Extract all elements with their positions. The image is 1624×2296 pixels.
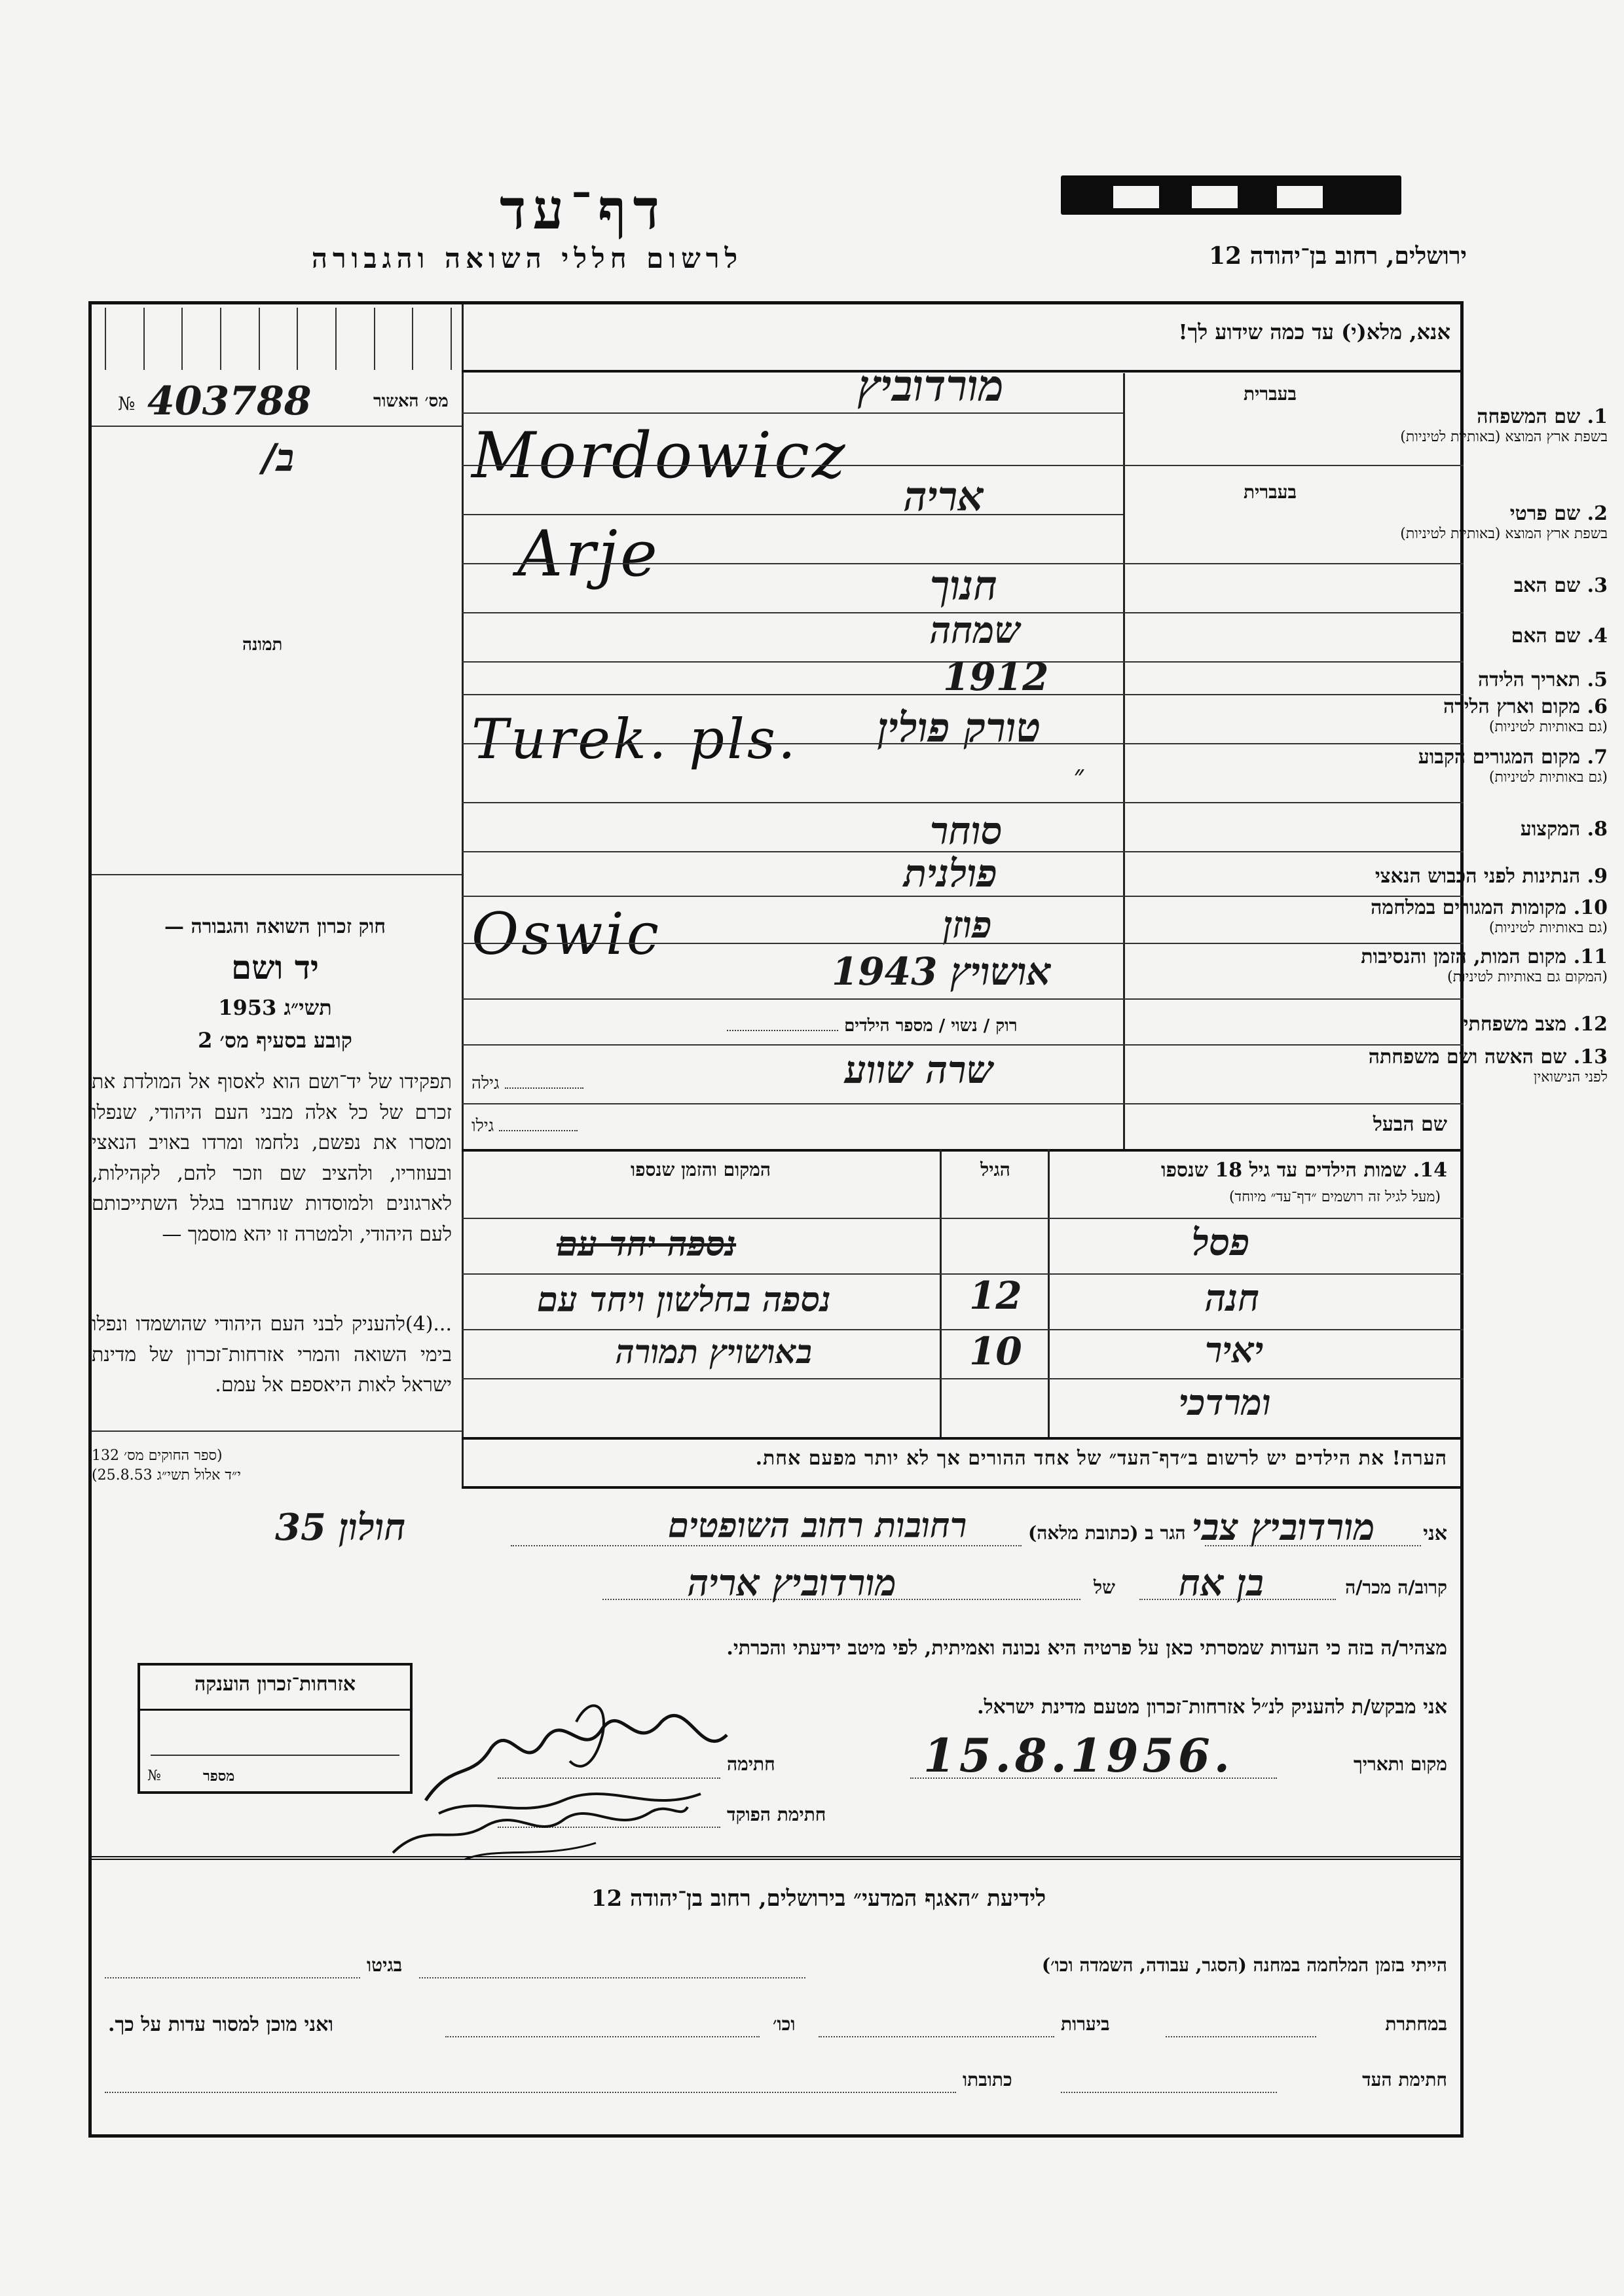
husband-label: שם הבעל [1373, 1113, 1447, 1136]
field-11-rule [462, 998, 1464, 1000]
marital-options: רוק / נשוי / מספר הילדים [727, 1016, 1018, 1036]
bottom-header: לידיעת ״האגף המדעי״ בירושלים, רחוב בן־יהודה 12 [591, 1886, 1046, 1912]
field-11-value: אושויץ 1943 [832, 949, 1052, 994]
field-10-label: 10. מקומות המגורים במלחמה (גם באותיות לטיניות) [1371, 896, 1608, 936]
field-1-value-hebrew: מורדוביץ [858, 360, 1005, 411]
decl-city: חולון 35 [275, 1506, 406, 1549]
bottom-line1-a: הייתי בזמן המלחמה במחנה (הסגר, עבודה, השמדה וכו׳) [1041, 1954, 1447, 1976]
award-box-number-label: מספר [203, 1768, 235, 1785]
bottom-line2-fill [1166, 2036, 1316, 2037]
field-10-value-latin: Oswic [471, 900, 662, 968]
law-body: תפקידו של יד־ושם הוא לאסוף אל המולדת את זכרם של כל אלה מבני העם היהודי, שנפלו ומסרו את נפשם, נלחמו ומרדו באויב הנאצי ובעוזריו, ולהציב שם וזכר להם, לקהילות, לארגונים ולמוסדות שנחרבו בגלל השתייכותם לעם היהודי, ולמטרה זו יהא מוסמך — [92, 1070, 452, 1246]
bottom-line1-fill2 [105, 1977, 360, 1978]
decl-signature-label: חתימה [727, 1753, 775, 1775]
bottom-line3-fill [1061, 2092, 1277, 2093]
header-address: ירושלים, רחוב בן־יהודה 12 [1208, 242, 1467, 270]
field-2-label: 2. שם פרטי בשפת ארץ המוצא (באותיות לטיניות) [1400, 502, 1608, 542]
law-clause: קובע בסעיף מס׳ 2 [198, 1028, 352, 1053]
children-subtitle: (מעל לגיל זה רושמים ״דף־עד״ מיוחד) [1228, 1189, 1441, 1205]
bottom-line2-c: וכו׳ [773, 2013, 796, 2035]
law-body-2: ...(4)להעניק לבני העם היהודי שהושמדו ונפלו בימי השואה והמרי אזרחות־זכרון של מדינת ישראל לאות היאספם אל עמם. [92, 1313, 452, 1396]
decl-statement: מצהיר/ה בזה כי העדות שמסרתי כאן על פרטיה היא נכונה ואמיתית, לפי מיטב ידיעתי והכרתי. [726, 1637, 1447, 1660]
bottom-section-rule [88, 1856, 1464, 1860]
form-title: דף־עד [499, 177, 666, 242]
field-10-rule [462, 943, 1464, 944]
wife-age: גילה [471, 1074, 583, 1093]
decl-officer-label: חתימת הפוקד [727, 1804, 826, 1825]
field-3-value: חנוך [930, 562, 998, 610]
bottom-line2-fill2 [819, 2036, 1054, 2037]
children-col-divider-age [940, 1149, 942, 1437]
bottom-line3-b: כתובתו [963, 2069, 1012, 2090]
bottom-line2-fill3 [445, 2036, 760, 2037]
field-1-hebrew-tag: בעברית [1243, 383, 1297, 405]
bottom-line2-b: ביערות [1061, 2013, 1110, 2035]
label-column-divider [1123, 373, 1125, 1149]
decl-of-label: של [1094, 1576, 1115, 1598]
yad-vashem-logo [1061, 175, 1401, 215]
field-13-value: שרה שווע [845, 1048, 993, 1092]
field-4-label: 4. שם האם [1511, 625, 1608, 647]
children-title: 14. שמות הילדים עד גיל 18 שנספו [1160, 1159, 1447, 1182]
field-13-label: 13. שם האשה ושם משפחתה לפני הנישואין [1368, 1046, 1608, 1085]
field-1-rule-a [462, 412, 1123, 414]
law-rule [92, 1430, 462, 1432]
decl-address: רחובות רחוב השופטים [668, 1506, 967, 1546]
children-header-rule [462, 1218, 1464, 1219]
field-1-value-latin: Mordowicz [471, 419, 848, 492]
child-1-name: פסל [1192, 1221, 1250, 1264]
field-1-rule [462, 465, 1464, 466]
law-heading: חוק זכרון השואה והגבורה — [164, 915, 386, 938]
field-7-rule [462, 802, 1464, 803]
photo-label: תמונה [242, 635, 283, 655]
top-note: אנא, מלא(י) עד כמה שידוע לך! [1178, 319, 1450, 344]
field-10-value-hebrew: פוזן [943, 903, 992, 947]
bottom-line3-fill2 [105, 2092, 956, 2093]
field-6-label: 6. מקום וארץ הלידה (גם באותיות לטיניות) [1443, 695, 1608, 735]
approval-ticks [105, 308, 452, 370]
field-2-hebrew-tag: בעברית [1243, 481, 1297, 503]
approval-number: 403788 [147, 378, 312, 424]
child-1-place: נספה יחד עם [557, 1224, 737, 1264]
bottom-line2-d: ואני מוכן למסור עדות על כך. [108, 2013, 334, 2036]
field-5-label: 5. תאריך הלידה [1478, 668, 1608, 691]
law-source: (ספר החוקים מס׳ 132 [92, 1448, 223, 1464]
child-3-rule [462, 1378, 1464, 1379]
decl-ani: אני [1423, 1522, 1447, 1545]
children-col-divider-name [1048, 1149, 1050, 1437]
award-box-title: אזרחות־זכרון הוענקה [194, 1673, 356, 1696]
child-2-place: נספה בחלשון ויחד עם [537, 1280, 832, 1320]
award-box-rule [138, 1709, 413, 1711]
photo-rule [92, 874, 462, 875]
child-3-age: 10 [969, 1329, 1022, 1374]
children-col-place: המקום והזמן שנספו [631, 1159, 771, 1180]
decl-relative-label: קרוב/ה מכר/ה [1345, 1576, 1447, 1598]
field-2-value-latin: Arje [517, 517, 660, 591]
child-3-name: יאיר [1205, 1329, 1264, 1371]
law-source-date: י״ד אלול תשי״ג 25.8.53) [92, 1467, 242, 1484]
field-5-value: 1912 [943, 655, 1049, 699]
law-name: יד ושם [231, 948, 319, 987]
field-9-label: 9. הנתינות לפני הכבוש הנאצי [1375, 865, 1608, 888]
children-bottom-rule [462, 1437, 1464, 1440]
children-col-age: הגיל [980, 1159, 1010, 1180]
child-2-rule [462, 1329, 1464, 1330]
field-9-value: פולנית [904, 851, 997, 896]
child-4-name: ומרדכי [1179, 1381, 1271, 1423]
child-1-rule [462, 1273, 1464, 1275]
award-box-no-sign: № [147, 1768, 161, 1784]
decl-request: אני מבקש/ת להעניק לנ״ל אזרחות־זכרון מטעם מדינת ישראל. [977, 1696, 1447, 1719]
child-2-name: חנה [1205, 1277, 1260, 1320]
child-2-age: 12 [969, 1273, 1022, 1318]
field-3-label: 3. שם האב [1513, 574, 1608, 597]
children-note: הערה! את הילדים יש לרשום ב״דף־העד״ של אחד ההורים אך לא יותר מפעם אחת. [755, 1447, 1447, 1470]
field-2-value-hebrew: אריה [904, 473, 984, 520]
field-8-label: 8. המקצוע [1520, 818, 1608, 841]
field-12-rule [462, 1044, 1464, 1046]
decl-relation: בן אח [1179, 1561, 1264, 1605]
decl-name: מורדוביץ צבי [1192, 1506, 1375, 1549]
decl-place-date: 15.8.1956. [923, 1728, 1234, 1783]
approval-mark: /ב [262, 435, 295, 480]
field-4-value: שמחה [930, 609, 1021, 652]
field-7-label: 7. מקום המגורים הקבוע (גם באותיות לטיניות) [1418, 746, 1608, 786]
award-box-inner-rule [151, 1755, 399, 1756]
field-5-rule [462, 694, 1464, 695]
field-6-value-latin: Turek. pls. [471, 707, 798, 771]
form-subtitle: לרשום חללי השואה והגבורה [311, 242, 743, 274]
child-3-place: באושויץ תמורה [616, 1332, 812, 1371]
approval-label: מס׳ האשור [373, 392, 449, 411]
decl-of-name: מורדוביץ אריה [688, 1561, 897, 1605]
field-12-label: 12. מצב משפחתי [1463, 1013, 1608, 1036]
decl-place-date-label: מקום ותאריך [1353, 1753, 1447, 1775]
bottom-line2-a: במחתרת [1385, 2013, 1447, 2035]
field-1-label: 1. שם המשפחה בשפת ארץ המוצא (באותיות לטיניות) [1400, 405, 1608, 445]
husband-rule [462, 1149, 1464, 1152]
field-7-value: ״ [1074, 759, 1084, 790]
field-11-label: 11. מקום המות, הזמן והנסיבות (המקום גם באותיות לטיניות) [1361, 945, 1608, 985]
law-year: תשי״ג 1953 [218, 995, 332, 1020]
note-rule [462, 1486, 1464, 1489]
field-13-rule [462, 1103, 1464, 1104]
bottom-line1-b: בגיטו [367, 1954, 403, 1976]
bottom-line1-fill [419, 1977, 805, 1978]
decl-address-label: הגר ב (כתובת מלאה) [1028, 1522, 1186, 1544]
approval-rule [92, 426, 462, 427]
field-2-rule-a [462, 514, 1123, 515]
field-6-rule [462, 743, 1464, 744]
field-6-value-hebrew: טורק פולין [877, 704, 1041, 752]
bottom-line3-a: חתימת העד [1362, 2069, 1447, 2090]
husband-age: גילו [471, 1116, 578, 1136]
approval-no-sign: № [118, 393, 136, 414]
field-8-value: סוחר [930, 809, 1003, 853]
